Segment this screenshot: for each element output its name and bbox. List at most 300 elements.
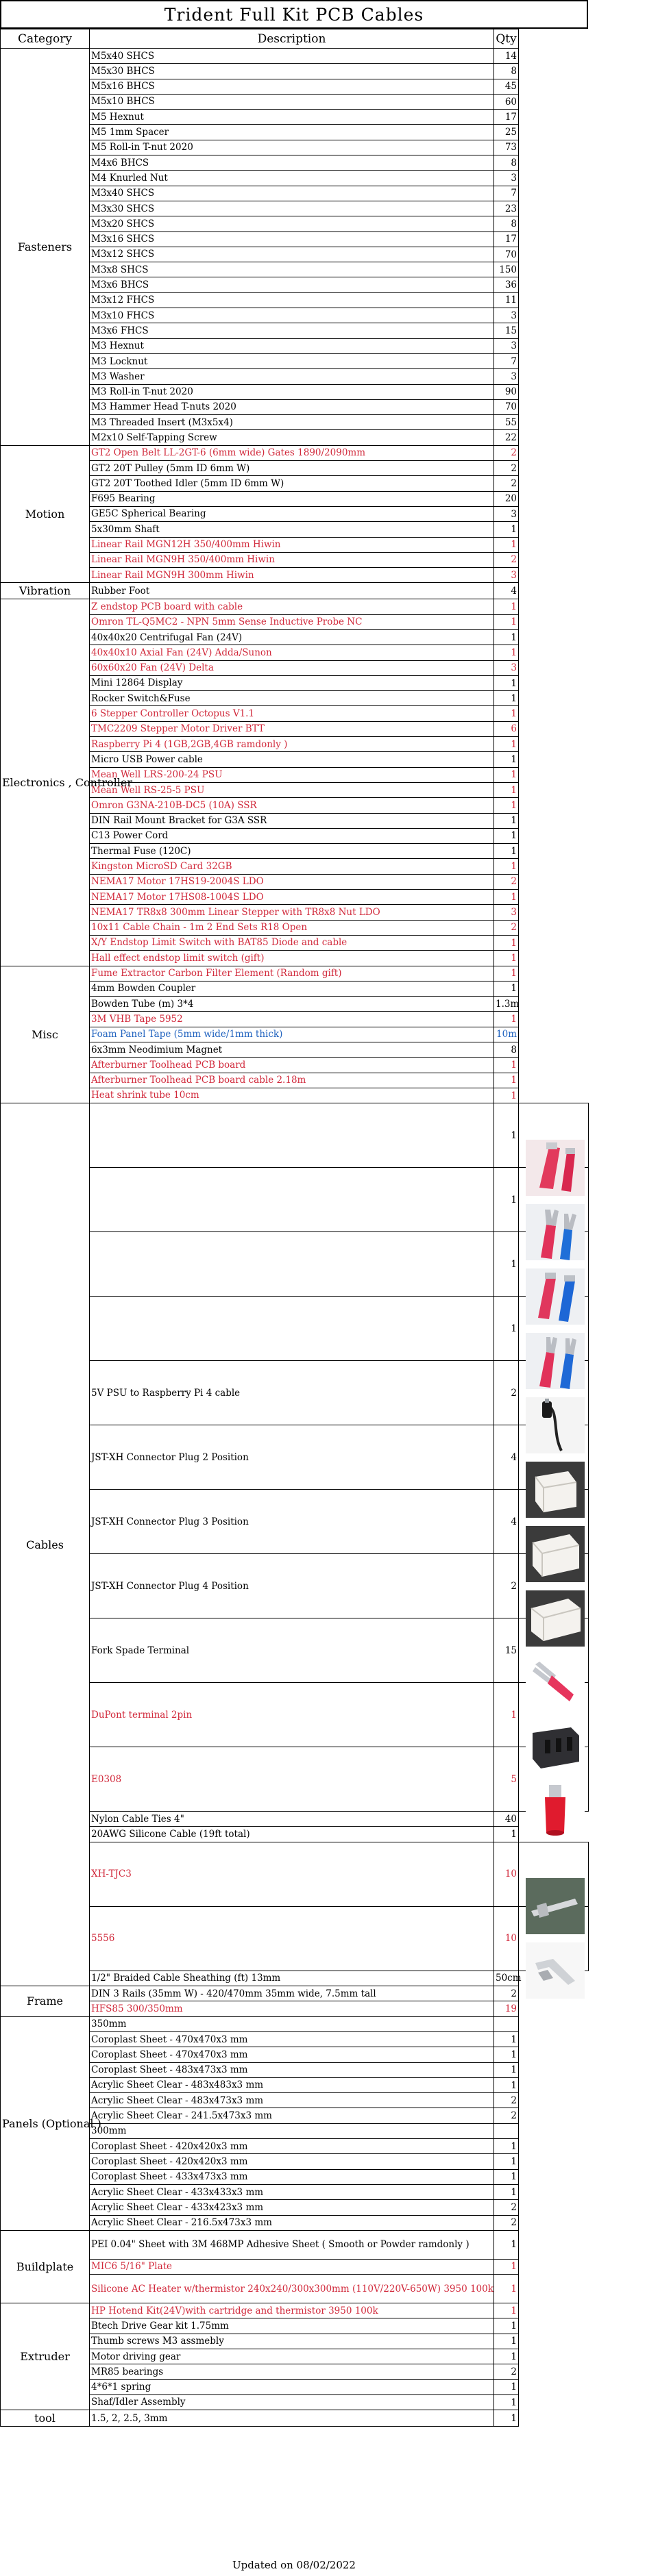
- empty-image-cell: [519, 522, 589, 537]
- item-qty: 19: [494, 2001, 519, 2016]
- item-qty: 3: [494, 308, 519, 323]
- item-description: Thumb screws M3 assmebly: [90, 2334, 494, 2349]
- item-qty: 2: [494, 552, 519, 567]
- empty-image-cell: [519, 935, 589, 950]
- item-qty: 2: [494, 2200, 519, 2215]
- item-description: [90, 1103, 494, 1168]
- empty-image-cell: [519, 2154, 589, 2169]
- item-qty: 1: [494, 2259, 519, 2274]
- empty-image-cell: [519, 353, 589, 368]
- item-description: Heat shrink tube 10cm: [90, 1088, 494, 1103]
- item-description: Linear Rail MGN9H 300mm Hiwin: [90, 568, 494, 583]
- item-description: Afterburner Toolhead PCB board: [90, 1058, 494, 1073]
- item-description: Btech Drive Gear kit 1.75mm: [90, 2318, 494, 2334]
- empty-image-cell: [519, 323, 589, 338]
- item-qty: 1: [494, 2334, 519, 2349]
- empty-image-cell: [519, 1012, 589, 1027]
- empty-image-cell: [519, 767, 589, 782]
- empty-image-cell: [519, 2077, 589, 2092]
- empty-image-cell: [519, 2139, 589, 2154]
- empty-image-cell: [519, 2200, 589, 2215]
- item-description: Coroplast Sheet - 433x473x3 mm: [90, 2169, 494, 2184]
- empty-image-cell: [519, 752, 589, 767]
- item-description: M5x10 BHCS: [90, 94, 494, 109]
- item-description: M5x16 BHCS: [90, 79, 494, 94]
- item-qty: 23: [494, 201, 519, 216]
- empty-image-cell: [519, 186, 589, 201]
- empty-image-cell: [519, 798, 589, 813]
- item-qty: 1: [494, 2394, 519, 2410]
- empty-image-cell: [519, 384, 589, 399]
- item-description: M3 Roll-in T-nut 2020: [90, 384, 494, 399]
- item-qty: 17: [494, 232, 519, 247]
- item-qty: 2: [494, 461, 519, 476]
- item-description: HFS85 300/350mm: [90, 2001, 494, 2016]
- item-description: NEMA17 TR8x8 300mm Linear Stepper with TR8x8 Nut LDO: [90, 905, 494, 920]
- item-qty: 4: [494, 1490, 519, 1554]
- empty-image-cell: [519, 64, 589, 79]
- item-qty: 2: [494, 1554, 519, 1618]
- empty-image-cell: [519, 583, 589, 599]
- item-qty: 90: [494, 384, 519, 399]
- item-description: NEMA17 Motor 17HS08-1004S LDO: [90, 890, 494, 905]
- category-cell-buildplate: Buildplate: [1, 2230, 90, 2303]
- item-description: M3x16 SHCS: [90, 232, 494, 247]
- empty-image-cell: [519, 369, 589, 384]
- empty-image-cell: [519, 1042, 589, 1058]
- empty-image-cell: [519, 737, 589, 752]
- item-qty: 14: [494, 49, 519, 64]
- item-qty: 2: [494, 2215, 519, 2230]
- empty-image-cell: [519, 828, 589, 843]
- empty-image-cell: [519, 844, 589, 859]
- item-qty: 70: [494, 247, 519, 262]
- empty-image-cell: [519, 629, 589, 645]
- item-qty: 1: [494, 645, 519, 660]
- item-description: DIN 3 Rails (35mm W) - 420/470mm 35mm wide, 7.5mm tall: [90, 1986, 494, 2001]
- item-qty: 1: [494, 675, 519, 690]
- empty-image-cell: [519, 951, 589, 966]
- item-description: M3 Locknut: [90, 353, 494, 368]
- item-description: Coroplast Sheet - 420x420x3 mm: [90, 2154, 494, 2169]
- item-qty: 8: [494, 155, 519, 171]
- empty-image-cell: [519, 859, 589, 874]
- table-row: [1, 2303, 589, 2318]
- item-description: Linear Rail MGN12H 350/400mm Hiwin: [90, 537, 494, 552]
- item-qty: 1: [494, 935, 519, 950]
- item-qty: 17: [494, 110, 519, 125]
- item-qty: 3: [494, 369, 519, 384]
- item-qty: 8: [494, 216, 519, 232]
- item-description: Bowden Tube (m) 3*4: [90, 997, 494, 1012]
- empty-image-cell: [519, 2318, 589, 2334]
- empty-image-cell: [519, 2275, 589, 2303]
- item-description: Acrylic Sheet Clear - 433x433x3 mm: [90, 2184, 494, 2199]
- item-qty: 1: [494, 828, 519, 843]
- item-description: 40x40x10 Axial Fan (24V) Adda/Sunon: [90, 645, 494, 660]
- empty-image-cell: [519, 445, 589, 460]
- empty-image-cell: [519, 1027, 589, 1042]
- item-qty: [494, 2123, 519, 2138]
- item-qty: 50cm: [494, 1971, 519, 1986]
- item-description: DuPont terminal 2pin: [90, 1683, 494, 1747]
- empty-image-cell: [519, 2016, 589, 2031]
- item-description: Nylon Cable Ties 4": [90, 1812, 494, 1827]
- item-qty: 2: [494, 2108, 519, 2123]
- item-description: Motor driving gear: [90, 2349, 494, 2364]
- item-description: Shaf/Idler Assembly: [90, 2394, 494, 2410]
- empty-image-cell: [519, 476, 589, 491]
- item-qty: 22: [494, 430, 519, 445]
- item-description: GE5C Spherical Bearing: [90, 506, 494, 521]
- item-description: Micro USB Power cable: [90, 752, 494, 767]
- empty-image-cell: [519, 2230, 589, 2259]
- item-description: M3 Hammer Head T-nuts 2020: [90, 399, 494, 414]
- empty-image-cell: [519, 430, 589, 445]
- item-qty: 10: [494, 1842, 519, 1906]
- item-description: [90, 1168, 494, 1232]
- item-description: 5556: [90, 1906, 494, 1971]
- empty-image-cell: [519, 201, 589, 216]
- empty-image-cell: [519, 2215, 589, 2230]
- item-qty: 73: [494, 140, 519, 155]
- item-description: M5 1mm Spacer: [90, 125, 494, 140]
- empty-image-cell: [519, 2031, 589, 2047]
- item-description: Fume Extractor Carbon Filter Element (Random gift): [90, 966, 494, 981]
- item-description: M4x6 BHCS: [90, 155, 494, 171]
- header-category: Category: [1, 29, 90, 49]
- item-description: M3x6 FHCS: [90, 323, 494, 338]
- item-description: Fork Spade Terminal: [90, 1618, 494, 1683]
- item-description: M5 Roll-in T-nut 2020: [90, 140, 494, 155]
- item-qty: 1: [494, 798, 519, 813]
- empty-image-cell: [519, 721, 589, 736]
- item-description: Coroplast Sheet - 470x470x3 mm: [90, 2031, 494, 2047]
- item-description: Acrylic Sheet Clear - 216.5x473x3 mm: [90, 2215, 494, 2230]
- empty-image-cell: [519, 2184, 589, 2199]
- item-qty: 1: [494, 813, 519, 828]
- empty-image-cell: [519, 2303, 589, 2318]
- empty-image-cell: [519, 49, 589, 64]
- item-description: M5x40 SHCS: [90, 49, 494, 64]
- item-description: M3 Threaded Insert (M3x5x4): [90, 415, 494, 430]
- item-qty: 2: [494, 1361, 519, 1425]
- item-qty: 1: [494, 2031, 519, 2047]
- item-qty: [494, 2016, 519, 2031]
- item-description: Omron G3NA-210B-DC5 (10A) SSR: [90, 798, 494, 813]
- empty-image-cell: [519, 292, 589, 308]
- item-qty: 60: [494, 94, 519, 109]
- item-qty: 1: [494, 2139, 519, 2154]
- item-qty: 1: [494, 1232, 519, 1297]
- item-description: Afterburner Toolhead PCB board cable 2.18m: [90, 1073, 494, 1088]
- item-description: E0308: [90, 1747, 494, 1812]
- item-qty: 20: [494, 491, 519, 506]
- item-qty: 1: [494, 2154, 519, 2169]
- empty-image-cell: [519, 1058, 589, 1073]
- item-qty: 70: [494, 399, 519, 414]
- item-qty: 1: [494, 1012, 519, 1027]
- empty-image-cell: [519, 399, 589, 414]
- empty-image-cell: [519, 905, 589, 920]
- empty-image-cell: [519, 277, 589, 292]
- item-description: M3x30 SHCS: [90, 201, 494, 216]
- empty-image-cell: [519, 2062, 589, 2077]
- empty-image-cell: [519, 2394, 589, 2410]
- item-qty: 150: [494, 262, 519, 277]
- item-qty: 2: [494, 874, 519, 889]
- item-description: 5x30mm Shaft: [90, 522, 494, 537]
- empty-image-cell: [519, 1073, 589, 1088]
- item-description: Acrylic Sheet Clear - 483x473x3 mm: [90, 2093, 494, 2108]
- item-description: Z endstop PCB board with cable: [90, 599, 494, 614]
- category-cell-tool: tool: [1, 2410, 90, 2427]
- item-description: Coroplast Sheet - 483x473x3 mm: [90, 2062, 494, 2077]
- empty-image-cell: [519, 461, 589, 476]
- empty-image-cell: [519, 94, 589, 109]
- empty-image-cell: [519, 782, 589, 797]
- item-qty: 1: [494, 2349, 519, 2364]
- empty-image-cell: [519, 920, 589, 935]
- item-qty: 1: [494, 2169, 519, 2184]
- item-description: M3x6 BHCS: [90, 277, 494, 292]
- item-description: Raspberry Pi 4 (1GB,2GB,4GB ramdonly ): [90, 737, 494, 752]
- item-description: MR85 bearings: [90, 2364, 494, 2379]
- item-description: 6x3mm Neodimium Magnet: [90, 1042, 494, 1058]
- item-qty: 1: [494, 1073, 519, 1088]
- item-description: M5 Hexnut: [90, 110, 494, 125]
- empty-image-cell: [519, 232, 589, 247]
- item-qty: 3: [494, 506, 519, 521]
- item-qty: 1: [494, 951, 519, 966]
- item-qty: 3: [494, 171, 519, 186]
- empty-image-cell: [519, 966, 589, 981]
- empty-image-cell: [519, 2093, 589, 2108]
- empty-image-cell: [519, 2379, 589, 2394]
- empty-image-cell: [519, 890, 589, 905]
- item-qty: 4: [494, 1425, 519, 1490]
- item-qty: 1: [494, 1088, 519, 1103]
- item-qty: 1: [494, 966, 519, 981]
- empty-image-cell: [519, 140, 589, 155]
- empty-image-cell: [519, 2349, 589, 2364]
- item-qty: 1: [494, 737, 519, 752]
- item-qty: 1: [494, 2230, 519, 2259]
- item-description: 300mm: [90, 2123, 494, 2138]
- item-qty: 1: [494, 1168, 519, 1232]
- item-description: M5x30 BHCS: [90, 64, 494, 79]
- item-qty: 11: [494, 292, 519, 308]
- category-cell-fasteners: Fasteners: [1, 49, 90, 446]
- item-qty: 10: [494, 1906, 519, 1971]
- item-description: 6 Stepper Controller Octopus V1.1: [90, 706, 494, 721]
- empty-image-cell: [519, 691, 589, 706]
- table-row: [1, 1986, 589, 2001]
- item-qty: 3: [494, 568, 519, 583]
- item-description: JST-XH Connector Plug 2 Position: [90, 1425, 494, 1490]
- table-row: [1, 49, 589, 64]
- item-description: M3x10 FHCS: [90, 308, 494, 323]
- item-description: F695 Bearing: [90, 491, 494, 506]
- item-description: NEMA17 Motor 17HS19-2004S LDO: [90, 874, 494, 889]
- item-description: M4 Knurled Nut: [90, 171, 494, 186]
- item-qty: 1: [494, 537, 519, 552]
- item-description: 1.5, 2, 2.5, 3mm: [90, 2410, 494, 2427]
- item-qty: 8: [494, 1042, 519, 1058]
- item-qty: 1: [494, 2275, 519, 2303]
- item-description: 3M VHB Tape 5952: [90, 1012, 494, 1027]
- empty-image-cell: [519, 415, 589, 430]
- empty-image-cell: [519, 2001, 589, 2016]
- item-description: C13 Power Cord: [90, 828, 494, 843]
- item-qty: 1: [494, 767, 519, 782]
- empty-image-cell: [519, 2108, 589, 2123]
- empty-image-cell: [519, 2410, 589, 2427]
- updated-footer: Updated on 08/02/2022: [232, 2559, 356, 2571]
- item-qty: 1: [494, 691, 519, 706]
- item-description: TMC2209 Stepper Motor Driver BTT: [90, 721, 494, 736]
- empty-image-cell: [519, 506, 589, 521]
- empty-image-cell: [519, 813, 589, 828]
- item-description: Thermal Fuse (120C): [90, 844, 494, 859]
- item-qty: 1: [494, 599, 519, 614]
- empty-image-cell: [519, 216, 589, 232]
- item-qty: 1: [494, 706, 519, 721]
- item-description: M2x10 Self-Tapping Screw: [90, 430, 494, 445]
- category-cell-motion: Motion: [1, 445, 90, 583]
- empty-image-cell: [519, 874, 589, 889]
- item-description: Hall effect endstop limit switch (gift): [90, 951, 494, 966]
- red-butt-connector-image: [519, 1103, 589, 1168]
- category-cell-frame: Frame: [1, 1986, 90, 2017]
- item-qty: 1: [494, 981, 519, 996]
- empty-image-cell: [519, 125, 589, 140]
- category-cell-misc: Misc: [1, 966, 90, 1103]
- item-description: [90, 1232, 494, 1297]
- item-description: Foam Panel Tape (5mm wide/1mm thick): [90, 1027, 494, 1042]
- item-description: M3x20 SHCS: [90, 216, 494, 232]
- header-row: [1, 29, 589, 49]
- header-description: Description: [90, 29, 494, 49]
- empty-image-cell: [519, 262, 589, 277]
- item-description: M3x12 FHCS: [90, 292, 494, 308]
- empty-image-cell: [519, 981, 589, 996]
- item-qty: 3: [494, 905, 519, 920]
- item-description: 40x40x20 Centrifugal Fan (24V): [90, 629, 494, 645]
- item-description: [90, 1297, 494, 1361]
- empty-image-cell: [519, 247, 589, 262]
- empty-image-cell: [519, 2123, 589, 2138]
- item-description: MIC6 5/16" Plate: [90, 2259, 494, 2274]
- category-cell-cables: Cables: [1, 1103, 90, 1986]
- item-description: Coroplast Sheet - 470x470x3 mm: [90, 2047, 494, 2062]
- item-qty: 3: [494, 660, 519, 675]
- item-qty: 1: [494, 782, 519, 797]
- empty-image-cell: [519, 568, 589, 583]
- item-description: M3x8 SHCS: [90, 262, 494, 277]
- table-row: [1, 445, 589, 460]
- item-qty: 55: [494, 415, 519, 430]
- item-description: 20AWG Silicone Cable (19ft total): [90, 1827, 494, 1842]
- item-description: Mean Well RS-25-5 PSU: [90, 782, 494, 797]
- item-description: Kingston MicroSD Card 32GB: [90, 859, 494, 874]
- category-cell-extruder: Extruder: [1, 2303, 90, 2410]
- item-qty: 1: [494, 1058, 519, 1073]
- parts-body: [1, 49, 589, 2427]
- item-description: JST-XH Connector Plug 3 Position: [90, 1490, 494, 1554]
- item-qty: 1: [494, 2303, 519, 2318]
- header-qty: Qty: [494, 29, 519, 49]
- empty-image-cell: [519, 155, 589, 171]
- item-qty: 1: [494, 2062, 519, 2077]
- item-description: M3 Washer: [90, 369, 494, 384]
- item-description: Acrylic Sheet Clear - 433x423x3 mm: [90, 2200, 494, 2215]
- item-qty: 1: [494, 859, 519, 874]
- item-qty: 1: [494, 2410, 519, 2427]
- item-description: 5V PSU to Raspberry Pi 4 cable: [90, 1361, 494, 1425]
- table-row: [1, 966, 589, 981]
- item-description: M3x40 SHCS: [90, 186, 494, 201]
- item-qty: 15: [494, 323, 519, 338]
- item-qty: 1: [494, 1683, 519, 1747]
- item-qty: 2: [494, 1986, 519, 2001]
- item-description: X/Y Endstop Limit Switch with BAT85 Diode and cable: [90, 935, 494, 950]
- item-description: Omron TL-Q5MC2 - NPN 5mm Sense Inductive Probe NC: [90, 614, 494, 629]
- item-qty: 1: [494, 844, 519, 859]
- empty-image-cell: [519, 645, 589, 660]
- empty-image-cell: [519, 2334, 589, 2349]
- item-description: XH-TJC3: [90, 1842, 494, 1906]
- table-row: [1, 2016, 589, 2031]
- item-description: Rubber Foot: [90, 583, 494, 599]
- item-description: GT2 20T Toothed Idler (5mm ID 6mm W): [90, 476, 494, 491]
- item-description: GT2 20T Pulley (5mm ID 6mm W): [90, 461, 494, 476]
- empty-image-cell: [519, 2169, 589, 2184]
- empty-image-cell: [519, 308, 589, 323]
- item-description: 4mm Bowden Coupler: [90, 981, 494, 996]
- parts-table: [0, 29, 589, 2427]
- item-qty: 1: [494, 752, 519, 767]
- item-qty: 1: [494, 522, 519, 537]
- item-qty: 1: [494, 1827, 519, 1842]
- item-qty: 2: [494, 2364, 519, 2379]
- empty-image-cell: [519, 2364, 589, 2379]
- item-qty: 1: [494, 2379, 519, 2394]
- header-image: [519, 29, 589, 49]
- item-description: Rocker Switch&Fuse: [90, 691, 494, 706]
- table-row: [1, 583, 589, 599]
- item-description: M3x12 SHCS: [90, 247, 494, 262]
- item-qty: 1: [494, 2318, 519, 2334]
- empty-image-cell: [519, 997, 589, 1012]
- item-description: 60x60x20 Fan (24V) Delta: [90, 660, 494, 675]
- item-qty: 10m: [494, 1027, 519, 1042]
- item-description: GT2 Open Belt LL-2GT-6 (6mm wide) Gates 1890/2090mm: [90, 445, 494, 460]
- empty-image-cell: [519, 537, 589, 552]
- item-qty: 1: [494, 1297, 519, 1361]
- empty-image-cell: [519, 79, 589, 94]
- item-qty: 8: [494, 64, 519, 79]
- item-qty: 1: [494, 629, 519, 645]
- item-qty: 4: [494, 583, 519, 599]
- empty-image-cell: [519, 338, 589, 353]
- item-description: 10x11 Cable Chain - 1m 2 End Sets R18 Open: [90, 920, 494, 935]
- sheet-title: Trident Full Kit PCB Cables: [0, 0, 588, 29]
- item-description: Linear Rail MGN9H 350/400mm Hiwin: [90, 552, 494, 567]
- item-qty: 25: [494, 125, 519, 140]
- empty-image-cell: [519, 614, 589, 629]
- item-description: Acrylic Sheet Clear - 483x483x3 mm: [90, 2077, 494, 2092]
